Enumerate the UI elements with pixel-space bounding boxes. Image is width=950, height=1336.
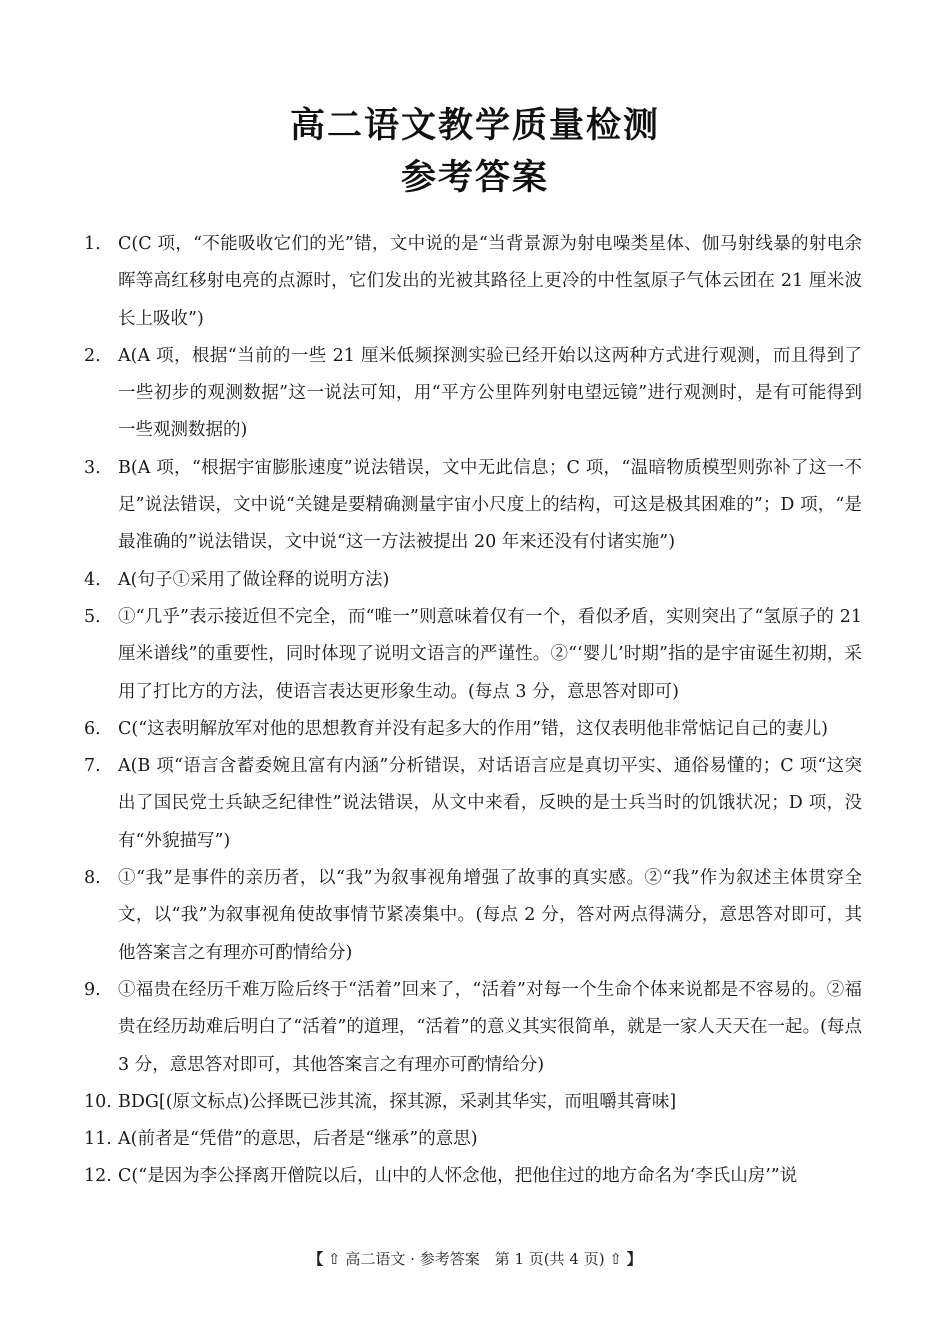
answer-number: 8.	[84, 868, 101, 889]
page-subtitle: 参考答案	[400, 158, 549, 198]
answer-number: 11.	[84, 1129, 112, 1150]
answer-text: A(A 项，根据“当前的一些 21 厘米低频探测实验已经开始以这两种方式进行观测，而且得到了一些初步的观测数据”这一说法可知，用“平方公里阵列射电望远镜”进行观测时，是有可能得到一些观测数据的)	[118, 345, 862, 441]
footer-left-bracket: 【	[308, 1250, 324, 1268]
answer-text: B(A 项，“根据宇宙膨胀速度”说法错误，文中无此信息；C 项，“温暗物质模型则弥补了这一不足”说法错误，文中说“关键是要精确测量宇宙小尺度上的结构，可这是极其困难的”；D 项，“是最准确的”说法错误，文中说“这一方法被提出 20 年来还没有付诸实施”)	[118, 457, 862, 553]
answer-item-10	[84, 1084, 862, 1121]
footer-text: 高二语文 · 参考答案 第 1 页(共 4 页)	[345, 1250, 605, 1268]
answer-text: C(“是因为李公择离开僧院以后，山中的人怀念他，把他住过的地方命名为‘李氏山房’”说	[118, 1166, 798, 1187]
answer-text: C(“这表明解放军对他的思想教育并没有起多大的作用”错，这仅表明他非常惦记自己的妻儿)	[118, 718, 828, 739]
answer-number: 3.	[84, 457, 101, 478]
answer-number: 1.	[84, 234, 101, 254]
answer-item-7	[84, 748, 862, 860]
answer-item-11	[84, 1121, 862, 1158]
answer-list	[84, 226, 862, 1196]
page-title: 高二语文教学质量检测	[289, 106, 660, 146]
answer-number: 2.	[84, 345, 101, 366]
answer-item-6	[84, 711, 862, 748]
up-arrow-icon: ⇧	[609, 1250, 622, 1268]
answer-item-5	[84, 599, 862, 711]
answer-item-2	[84, 338, 862, 450]
answer-item-9	[84, 972, 862, 1084]
answer-text: BDG[(原文标点)公择既已涉其流，探其源，采剥其华实，而咀嚼其膏味]	[118, 1091, 677, 1112]
answer-number: 9.	[84, 979, 101, 1000]
answer-text: ①“我”是事件的亲历者，以“我”为叙事视角增强了故事的真实感。②“我”作为叙述主体贯穿全文，以“我”为叙事视角使故事情节紧凑集中。(每点 2 分，答对两点得满分，意思答对即可，其他答案言之有理亦可酌情给分)	[118, 868, 862, 963]
answer-item-12	[84, 1158, 862, 1195]
footer-right-bracket: 】	[626, 1250, 642, 1268]
answer-text: C(C 项，“不能吸收它们的光”错，文中说的是“当背景源为射电噪类星体、伽马射线暴的射电余晖等高红移射电亮的点源时，它们发出的光被其路径上更冷的中性氢原子气体云团在 21 厘米波长上吸收”)	[118, 234, 862, 329]
page-footer	[0, 1248, 950, 1269]
answer-number: 10.	[84, 1091, 112, 1112]
answer-number: 5.	[84, 606, 101, 627]
answer-text: A(句子①采用了做诠释的说明方法)	[118, 569, 390, 590]
answer-text: A(B 项“语言含蓄委婉且富有内涵”分析错误，对话语言应是真切平实、通俗易懂的；C 项“这突出了国民党士兵缺乏纪律性”说法错误，从文中来看，反映的是士兵当时的饥饿状况；D 项，没有“外貌描写”)	[118, 756, 862, 851]
answer-item-3	[84, 450, 862, 562]
answer-text: A(前者是“凭借”的意思，后者是“继承”的意思)	[118, 1129, 478, 1150]
answer-text: ①福贵在经历千难万险后终于“活着”回来了，“活着”对每一个生命个体来说都是不容易的。②福贵在经历劫难后明白了“活着”的道理，“活着”的意义其实很简单，就是一家人天天在一起。(每点 3 分，意思答对即可，其他答案言之有理亦可酌情给分)	[118, 979, 862, 1075]
answer-number: 12.	[84, 1166, 112, 1187]
answer-item-1	[84, 226, 862, 338]
answer-item-4	[84, 562, 862, 599]
answer-item-8	[84, 860, 862, 972]
answer-text: ①“几乎”表示接近但不完全，而“唯一”则意味着仅有一个，看似矛盾，实则突出了“氢原子的 21 厘米谱线”的重要性，同时体现了说明文语言的严谨性。②“‘婴儿’时期”指的是宇宙诞生初期，采用了打比方的方法，使语言表达更形象生动。(每点 3 分，意思答对即可)	[118, 606, 862, 702]
answer-number: 4.	[84, 569, 101, 590]
up-arrow-icon: ⇧	[328, 1250, 341, 1268]
answer-number: 7.	[84, 756, 101, 777]
answer-number: 6.	[84, 718, 101, 739]
